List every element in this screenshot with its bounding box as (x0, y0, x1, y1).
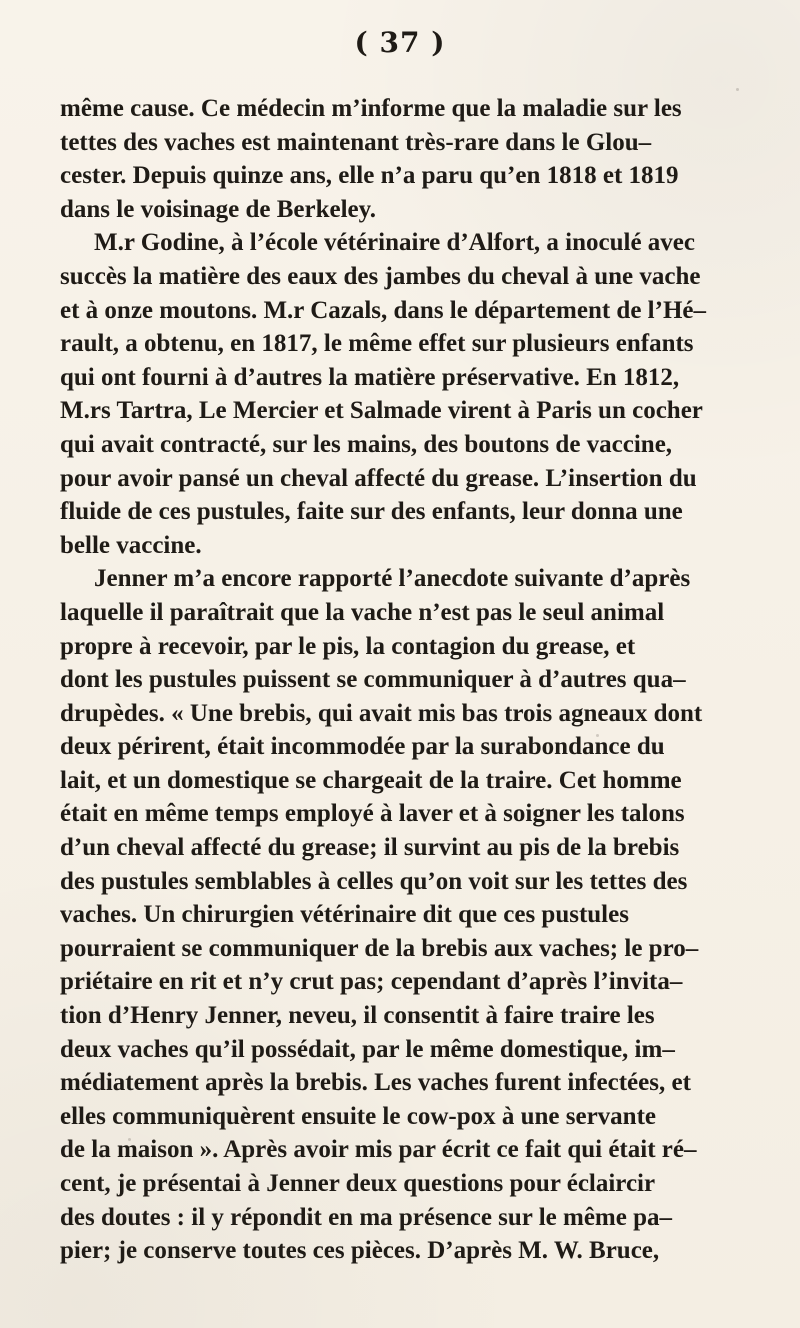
text-line: elles communiquèrent ensuite le cow-pox à une servante (60, 1102, 657, 1130)
text-line: même cause. Ce médecin m’informe que la maladie sur les (60, 95, 682, 122)
text-line: de la maison ». Après avoir mis par écrit ce fait qui était ré– (60, 1136, 697, 1164)
text-line: pour avoir pansé un cheval affecté du grease. L’insertion du (60, 464, 697, 492)
text-line: lait, et un domestique se chargeait de la traire. Cet homme (60, 766, 682, 794)
text-line: des doutes : il y répondit en ma présence sur le même pa– (60, 1203, 672, 1231)
text-line: qui avait contracté, sur les mains, des boutons de vaccine, (60, 430, 673, 458)
text-line: propre à recevoir, par le pis, la contagion du grease, et (60, 632, 636, 660)
body-text (60, 92, 760, 1268)
text-line: d’un cheval affecté du grease; il survint au pis de la brebis (60, 834, 680, 862)
text-line: drupèdes. « Une brebis, qui avait mis bas trois agneaux dont (60, 699, 703, 727)
text-line: des pustules semblables à celles qu’on voit sur les tettes des (60, 867, 688, 895)
text-line: et à onze moutons. M.r Cazals, dans le département de l’Hé– (60, 296, 706, 324)
text-line: fluide de ces pustules, faite sur des enfants, leur donna une (60, 498, 683, 526)
text-line: qui ont fourni à d’autres la matière préservative. En 1812, (60, 363, 680, 391)
text-line: laquelle il paraîtrait que la vache n’est pas le seul animal (60, 598, 665, 626)
text-line: dont les pustules puissent se communiquer à d’autres qua– (60, 666, 686, 694)
text-line: vaches. Un chirurgien vétérinaire dit que ces pustules (60, 901, 629, 929)
text-line: deux périrent, était incommodée par la surabondance du (60, 733, 665, 761)
text-line: Jenner m’a encore rapporté l’anecdote suivante d’après (94, 565, 691, 593)
text-line: cent, je présentai à Jenner deux questions pour éclaircir (60, 1170, 656, 1197)
text-line: rault, a obtenu, en 1817, le même effet sur plusieurs enfants (60, 330, 694, 358)
text-line: cester. Depuis quinze ans, elle n’a paru qu’en 1818 et 1819 (60, 162, 679, 190)
text-line: deux vaches qu’il possédait, par le même domestique, im– (60, 1035, 675, 1063)
text-line: était en même temps employé à laver et à soigner les talons (60, 800, 685, 828)
text-line: dans le voisinage de Berkeley. (60, 195, 376, 223)
text-line: M.r Godine, à l’école vétérinaire d’Alfort, a inoculé avec (94, 229, 696, 257)
text-line: pourraient se communiquer de la brebis aux vaches; le pro– (60, 934, 699, 962)
paper-speck (736, 88, 739, 91)
text-line: belle vaccine. (60, 531, 202, 559)
text-line: pier; je conserve toutes ces pièces. D’après M. W. Bruce, (60, 1237, 660, 1265)
text-line: tion d’Henry Jenner, neveu, il consentit à faire traire les (60, 1002, 655, 1030)
text-line: priétaire en rit et n’y crut pas; cependant d’après l’invita– (60, 968, 683, 996)
text-line: succès la matière des eaux des jambes du cheval à une vache (60, 262, 701, 290)
text-line: M.rs Tartra, Le Mercier et Salmade virent à Paris un cocher (60, 397, 703, 425)
text-line: tettes des vaches est maintenant très-rare dans le Glou– (60, 128, 652, 156)
text-line: médiatement après la brebis. Les vaches furent infectées, et (60, 1069, 691, 1097)
page-number: ( 37 ) (354, 26, 446, 59)
